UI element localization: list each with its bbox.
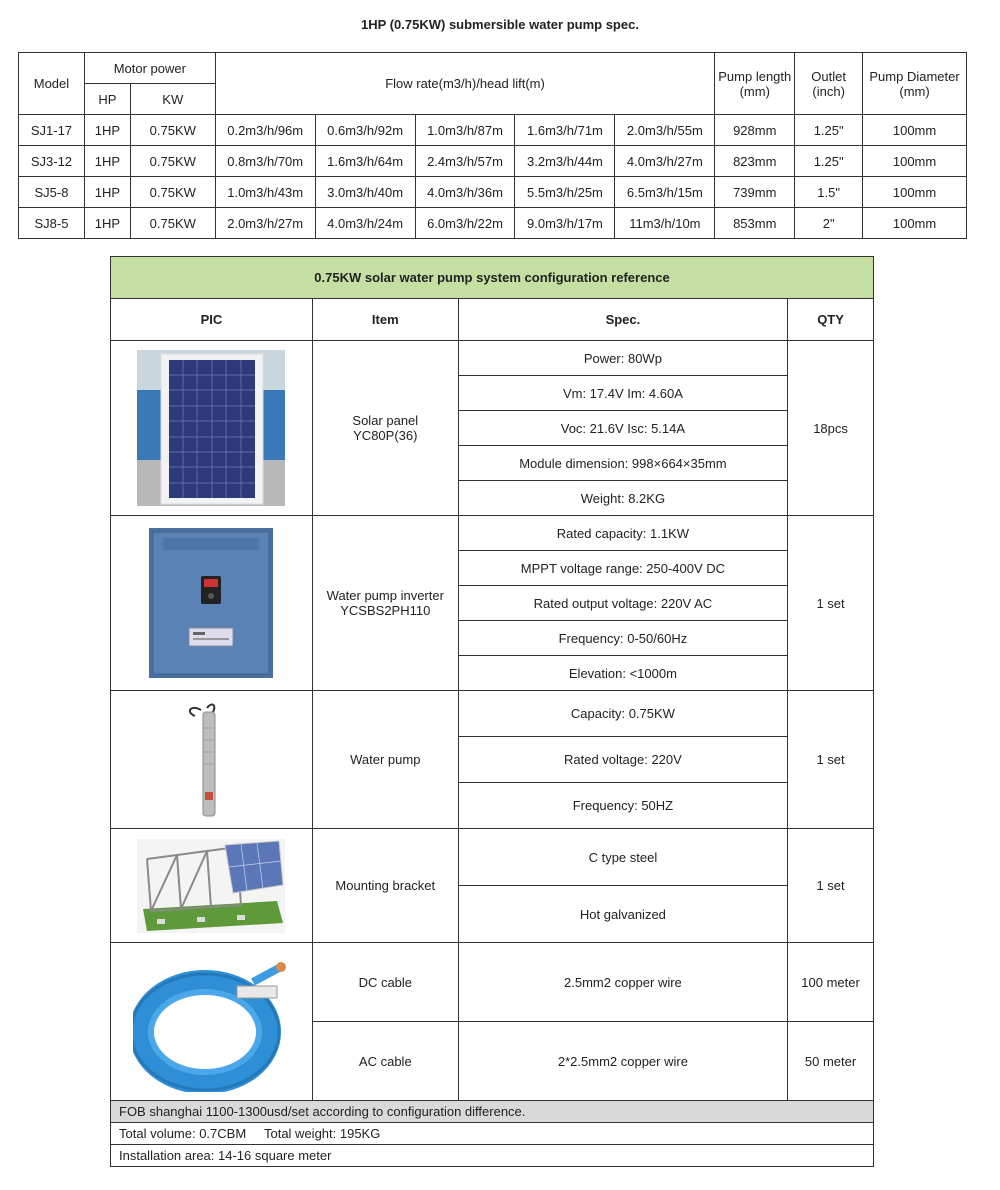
spec-line: Power: 80Wp <box>458 341 787 376</box>
cell-outlet: 2" <box>795 208 863 239</box>
cell-outlet: 1.5" <box>795 177 863 208</box>
bracket-picture <box>111 829 313 943</box>
cell-model: SJ5-8 <box>19 177 85 208</box>
cell-model: SJ3-12 <box>19 146 85 177</box>
inverter-image <box>149 528 273 678</box>
mounting-bracket-image <box>137 839 285 933</box>
cable-image <box>133 952 289 1092</box>
system-config-table <box>110 256 874 1167</box>
solar-panel-image <box>137 350 285 506</box>
cell-flow: 1.6m3/h/71m <box>515 115 615 146</box>
pump-spec-table <box>18 52 967 239</box>
cell-flow: 0.2m3/h/96m <box>215 115 315 146</box>
inverter-picture <box>111 516 313 691</box>
qty-cell: 1 set <box>788 691 874 829</box>
system-title: 0.75KW solar water pump system configuration reference <box>111 257 874 299</box>
cell-flow: 4.0m3/h/27m <box>615 146 715 177</box>
cell-hp: 1HP <box>84 177 130 208</box>
cell-flow: 3.2m3/h/44m <box>515 146 615 177</box>
header-model: Model <box>19 53 85 115</box>
qty-cell: 18pcs <box>788 341 874 516</box>
cell-flow: 1.6m3/h/64m <box>315 146 415 177</box>
qty-cell: 1 set <box>788 829 874 943</box>
area-note: Installation area: 14-16 square meter <box>111 1145 874 1167</box>
header-pump-length: Pump length (mm) <box>715 53 795 115</box>
water-pump-image <box>181 700 241 820</box>
cell-hp: 1HP <box>84 115 130 146</box>
cell-diameter: 100mm <box>863 146 967 177</box>
spec-line: Rated voltage: 220V <box>458 737 787 783</box>
header-pic: PIC <box>111 299 313 341</box>
cell-flow: 5.5m3/h/25m <box>515 177 615 208</box>
cell-flow: 3.0m3/h/40m <box>315 177 415 208</box>
fob-note: FOB shanghai 1100-1300usd/set according to configuration difference. <box>111 1101 874 1123</box>
cell-kw: 0.75KW <box>130 177 215 208</box>
cell-length: 739mm <box>715 177 795 208</box>
table-row <box>19 115 967 146</box>
spec-line: 2.5mm2 copper wire <box>458 943 787 1022</box>
spec-line: Frequency: 50HZ <box>458 783 787 829</box>
cell-flow: 1.0m3/h/43m <box>215 177 315 208</box>
header-diameter: Pump Diameter (mm) <box>863 53 967 115</box>
page-title: 1HP (0.75KW) submersible water pump spec. <box>361 17 639 32</box>
cell-length: 853mm <box>715 208 795 239</box>
header-motor-power: Motor power <box>84 53 215 84</box>
cable-picture <box>111 943 313 1101</box>
cell-length: 823mm <box>715 146 795 177</box>
cell-hp: 1HP <box>84 146 130 177</box>
bracket-item: Mounting bracket <box>312 829 458 943</box>
cell-outlet: 1.25" <box>795 146 863 177</box>
cell-flow: 6.0m3/h/22m <box>415 208 515 239</box>
qty-cell: 100 meter <box>788 943 874 1022</box>
item-model: YC80P(36) <box>353 428 418 443</box>
item-model: YCSBS2PH110 <box>340 603 431 618</box>
header-hp: HP <box>84 84 130 115</box>
cell-kw: 0.75KW <box>130 146 215 177</box>
spec-line: Weight: 8.2KG <box>458 481 787 516</box>
solar-panel-picture <box>111 341 313 516</box>
spec-line: Frequency: 0-50/60Hz <box>458 621 787 656</box>
qty-cell: 50 meter <box>788 1022 874 1101</box>
cell-flow: 2.4m3/h/57m <box>415 146 515 177</box>
header-item: Item <box>312 299 458 341</box>
table-row <box>19 146 967 177</box>
header-spec: Spec. <box>458 299 787 341</box>
cell-flow: 4.0m3/h/36m <box>415 177 515 208</box>
header-kw: KW <box>130 84 215 115</box>
table-row <box>19 208 967 239</box>
spec-line: Capacity: 0.75KW <box>458 691 787 737</box>
spec-line: Rated output voltage: 220V AC <box>458 586 787 621</box>
pump-picture <box>111 691 313 829</box>
solar-panel-item <box>312 341 458 516</box>
cell-flow: 1.0m3/h/87m <box>415 115 515 146</box>
pump-item: Water pump <box>312 691 458 829</box>
item-name: Solar panel <box>352 413 419 428</box>
cell-outlet: 1.25" <box>795 115 863 146</box>
dc-cable-item: DC cable <box>312 943 458 1022</box>
cell-hp: 1HP <box>84 208 130 239</box>
cell-flow: 0.6m3/h/92m <box>315 115 415 146</box>
cell-model: SJ1-17 <box>19 115 85 146</box>
spec-line: 2*2.5mm2 copper wire <box>458 1022 787 1101</box>
cell-model: SJ8-5 <box>19 208 85 239</box>
spec-line: Hot galvanized <box>458 886 787 943</box>
spec-line: Vm: 17.4V Im: 4.60A <box>458 376 787 411</box>
cell-kw: 0.75KW <box>130 115 215 146</box>
item-name: Water pump inverter <box>326 588 444 603</box>
cell-diameter: 100mm <box>863 177 967 208</box>
cell-kw: 0.75KW <box>130 208 215 239</box>
cell-flow: 2.0m3/h/55m <box>615 115 715 146</box>
cell-length: 928mm <box>715 115 795 146</box>
cell-flow: 4.0m3/h/24m <box>315 208 415 239</box>
spec-line: C type steel <box>458 829 787 886</box>
cell-flow: 9.0m3/h/17m <box>515 208 615 239</box>
cell-flow: 2.0m3/h/27m <box>215 208 315 239</box>
inverter-item <box>312 516 458 691</box>
spec-line: Voc: 21.6V Isc: 5.14A <box>458 411 787 446</box>
cell-diameter: 100mm <box>863 208 967 239</box>
qty-cell: 1 set <box>788 516 874 691</box>
header-outlet: Outlet (inch) <box>795 53 863 115</box>
cell-flow: 6.5m3/h/15m <box>615 177 715 208</box>
cell-diameter: 100mm <box>863 115 967 146</box>
spec-line: Elevation: <1000m <box>458 656 787 691</box>
cell-flow: 11m3/h/10m <box>615 208 715 239</box>
ac-cable-item: AC cable <box>312 1022 458 1101</box>
spec-line: Rated capacity: 1.1KW <box>458 516 787 551</box>
volume-note: Total volume: 0.7CBM Total weight: 195KG <box>111 1123 874 1145</box>
spec-line: MPPT voltage range: 250-400V DC <box>458 551 787 586</box>
header-qty: QTY <box>788 299 874 341</box>
cell-flow: 0.8m3/h/70m <box>215 146 315 177</box>
header-flow: Flow rate(m3/h)/head lift(m) <box>215 53 715 115</box>
spec-line: Module dimension: 998×664×35mm <box>458 446 787 481</box>
table-row <box>19 177 967 208</box>
